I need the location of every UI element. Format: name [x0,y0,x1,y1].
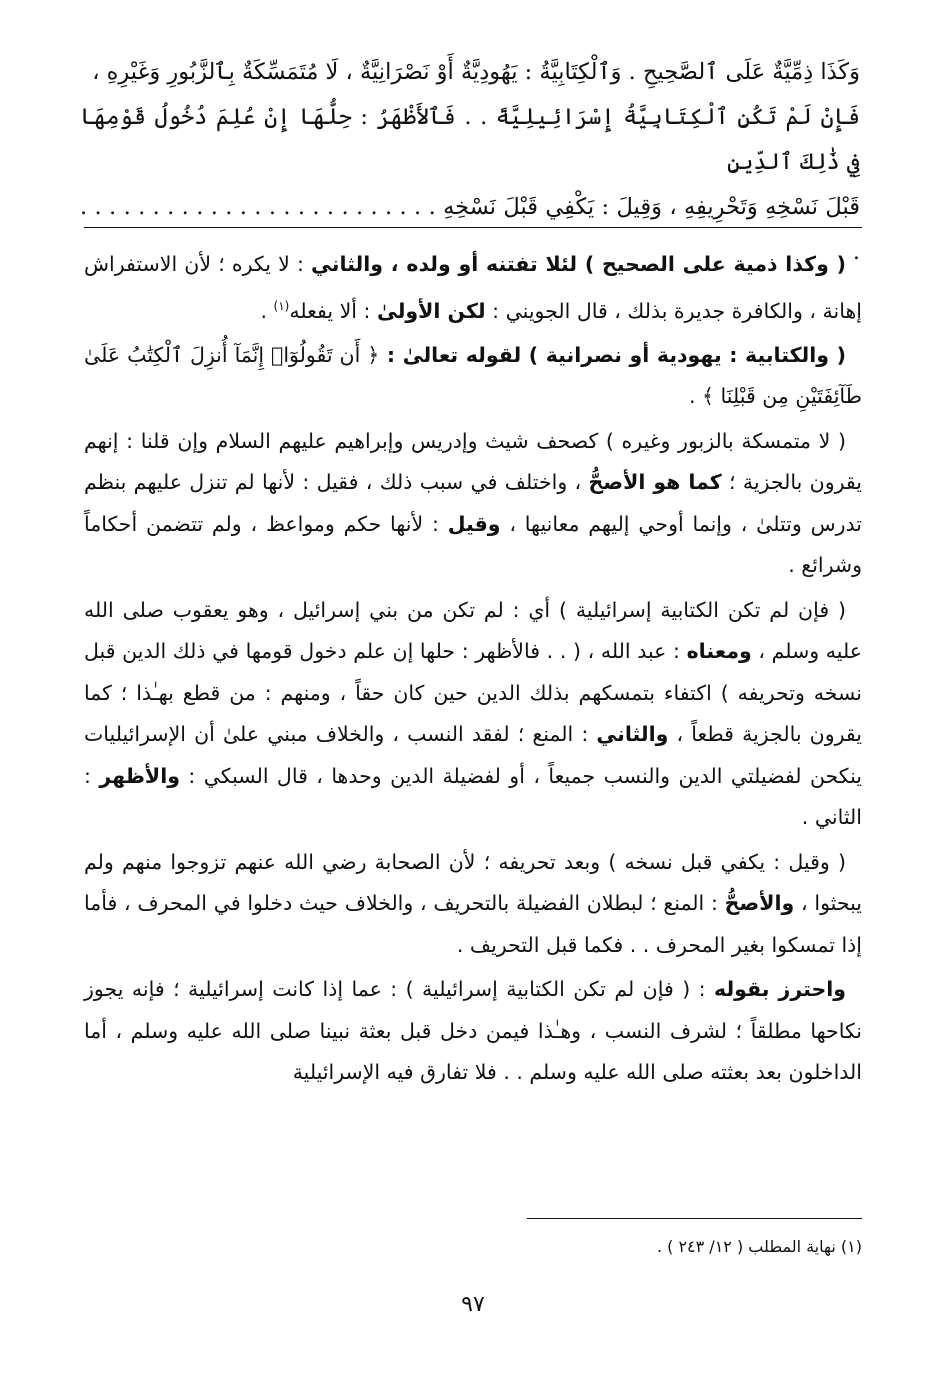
sharh-phrase: ( وكذا ذمية على الصحيح ) لئلا تفتنه أو ولده ، [383,252,846,276]
sharh-bold: لكن الأولىٰ [376,298,486,323]
matn-line: قَبْلَ نَسْخِهِ وَتَحْرِيفِهِ ، وَقِيلَ : يَكْفِي قَبْلَ نَسْخِهِ . . . . . . . . . . . . . . . . . . . . . . . . . . [80,194,860,265]
sharh-phrase: : ( فإن لم تكن الكتابية إسرائيلية ) : عما إذا كانت إسرائيلية ؛ فإنه يجوز نكاحها مطلقاً ؛ لشرف النسب ، وهـٰذا فيمن دخل قبل بعثة نبينا صلى الله عليه وسلم ، أما الداخلون بعد بعثته صلى الله عليه وسلم . . فلا تفارق فيه الإسرائيلية [84,977,862,1085]
sharh-text [84,244,862,1097]
quran-verse: ﴿ أَن تَقُولُوٓا۟ إِنَّمَآ أُنزِلَ ٱلْكِتَٰبُ عَلَىٰ طَآئِفَتَيْنِ مِن قَبْلِنَا ﴾ [84,342,862,409]
sharh-phrase: . [260,298,274,323]
sharh-phrase: : لأنها حكم ومواعظ ، ولم تتضمن أحكاماً وشرائع . [84,511,862,578]
sharh-bold: والأصحُّ [724,891,795,916]
sharh-phrase: ( لا متمسكة بالزبور وغيره ) كصحف شيث وإدريس وإبراهيم عليهم السلام وإن قلنا : إنهم يقرون بالجزية ؛ [84,428,862,495]
sharh-phrase: : عبد الله ، ( . . فالأظهر : حلها إن علم دخول قومها في ذلك الدين قبل نسخه وتحريفه ) اكتفاء بتمسكهم بذلك الدين حين كان حقاً ، ومنهم : من قطع بهـٰذا ؛ كما يقرون بالجزية قطعاً ، [84,639,863,747]
page-number: ٩٧ [461,1292,485,1317]
sharh-paragraph [84,590,862,839]
matn-line: فَإِنْ لَمْ تَكُنِ ٱلْكِتَابِيَّةُ إِسْرَائِيلِيَّةً . . فَٱلأَظْهَرُ : حِلُّهَا إِنْ عُلِمَ دُخُولُ قَوْمِهَا فِي ذَٰلِكَ ٱلدِّينِ [80,104,860,175]
sharh-phrase: : الثاني . [84,763,862,830]
sharh-bold: واحترز بقوله [714,977,846,1002]
matn-line: وَكَذَا ذِمِّيَّةٌ عَلَى ٱلصَّحِيحِ . وَٱلْكِتَابِيَّةُ : يَهُودِيَّةٌ أَوْ نَصْرَانِيَّةٌ ، لَا مُتَمَسِّكَةٌ بِٱلزَّبُورِ وَغَيْرِهِ ، [92,59,860,85]
footnote: (١) نهاية المطلب ( ١٢/ ٢٤٣ ) . [656,1237,862,1256]
sharh-paragraph [84,244,862,332]
sharh-bold: ومعناه [686,639,752,664]
sharh-phrase: ( والكتابية : يهودية أو نصرانية ) لقوله تعالىٰ : [379,342,846,367]
matn-text [80,50,860,275]
sharh-bold: والأظهر [99,763,180,788]
sharh-phrase: : المنع ؛ لفقد النسب ، والخلاف مبني علىٰ أن الإسرائيليات ينكحن لفضيلتي الدين والنسب جميعاً ، أو لفضيلة الدين وحدها ، قال السبكي : [84,722,862,788]
sharh-phrase: . [688,384,703,409]
footnote-separator [527,1218,862,1219]
sharh-paragraph [84,335,862,418]
sharh-bold: وقيل [447,511,501,536]
sharh-phrase: : لا يكره ؛ لأن الاستفراش إهانة ، والكافرة جديرة بذلك ، قال الجويني : [84,252,862,323]
sharh-phrase: : المنع ؛ لبطلان الفضيلة بالتحريف ، والخلاف حيث دخلوا في المحرف ، فأما إذا تمسكوا بغير المحرف . . فكما قبل التحريف . [84,891,862,957]
sharh-phrase: ( وقيل : يكفي قبل نسخه ) وبعد تحريفه ؛ لأن الصحابة رضي الله عنهم تزوجوا منهم ولم يبحثوا ، [84,849,862,916]
footnote-marker: (١) [273,298,290,313]
sharh-bold: والثاني [311,252,384,276]
sharh-phrase: ، واختلف في سبب ذلك ، فقيل : لأنها لم تنزل عليهم بنظم تدرس وتتلىٰ ، وإنما أوحي إليهم معانيها ، [84,470,862,536]
sharh-phrase: ( فإن لم تكن الكتابية إسرائيلية ) أي : لم تكن من بني إسرائيل ، وهو يعقوب صلى الله عليه وسلم ، [84,597,862,664]
sharh-phrase: : ألا يفعله [289,298,377,323]
matn-separator [84,227,862,228]
sharh-paragraph [84,421,862,587]
sharh-bold: والثاني [596,722,669,747]
sharh-paragraph [84,842,862,967]
sharh-bold: كما هو الأصحُّ [588,470,722,495]
sharh-paragraph [84,969,862,1094]
